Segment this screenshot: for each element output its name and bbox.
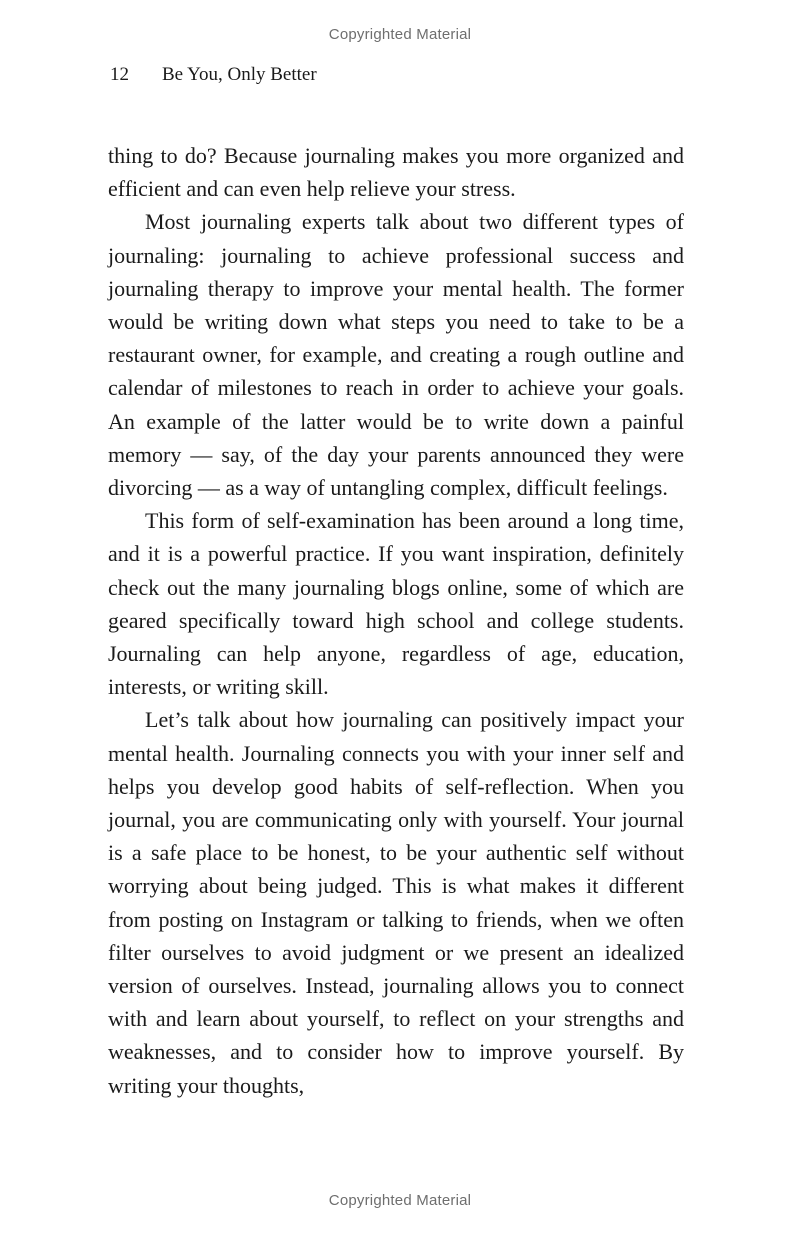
- paragraph: Let’s talk about how journaling can positively impact your mental health. Journaling connects you with your inner self and helps you develop good habits of self-reflection. When you journal, you are communicating only with yourself. Your journal is a safe place to be honest, to be your authentic self without worrying about being judged. This is what makes it different from posting on Instagram or talking to friends, when we often filter ourselves to avoid judgment or we present an idealized version of ourselves. Instead, journaling allows you to connect with and learn about yourself, to reflect on your strengths and weaknesses, and to consider how to improve yourself. By writing your thoughts,: [108, 707, 684, 1098]
- copyright-watermark-bottom: Copyrighted Material: [328, 1192, 472, 1209]
- page-number: 12: [110, 64, 129, 85]
- copyright-watermark-top: Copyrighted Material: [328, 26, 472, 43]
- paragraph: Most journaling experts talk about two different types of journaling: journaling to achieve professional success and journaling therapy to improve your mental health. The former would be writing down what steps you need to take to be a restaurant owner, for example, and creating a rough outline and calendar of milestones to reach in order to achieve your goals. An example of the latter would be to write down a painful memory — say, of the day your parents announced they were divorcing — as a way of untangling complex, difficult feelings.: [108, 209, 684, 501]
- paragraph: This form of self-examination has been around a long time, and it is a powerful practice. If you want inspiration, definitely check out the many journaling blogs online, some of which are geared specifically toward high school and college students. Journaling can help anyone, regardless of age, education, interests, or writing skill.: [108, 508, 684, 700]
- running-head: [110, 64, 317, 86]
- paragraph: thing to do? Because journaling makes you more organized and efficient and can even help relieve your stress.: [108, 143, 684, 202]
- body-text: [108, 139, 684, 1102]
- book-title: Be You, Only Better: [162, 64, 317, 85]
